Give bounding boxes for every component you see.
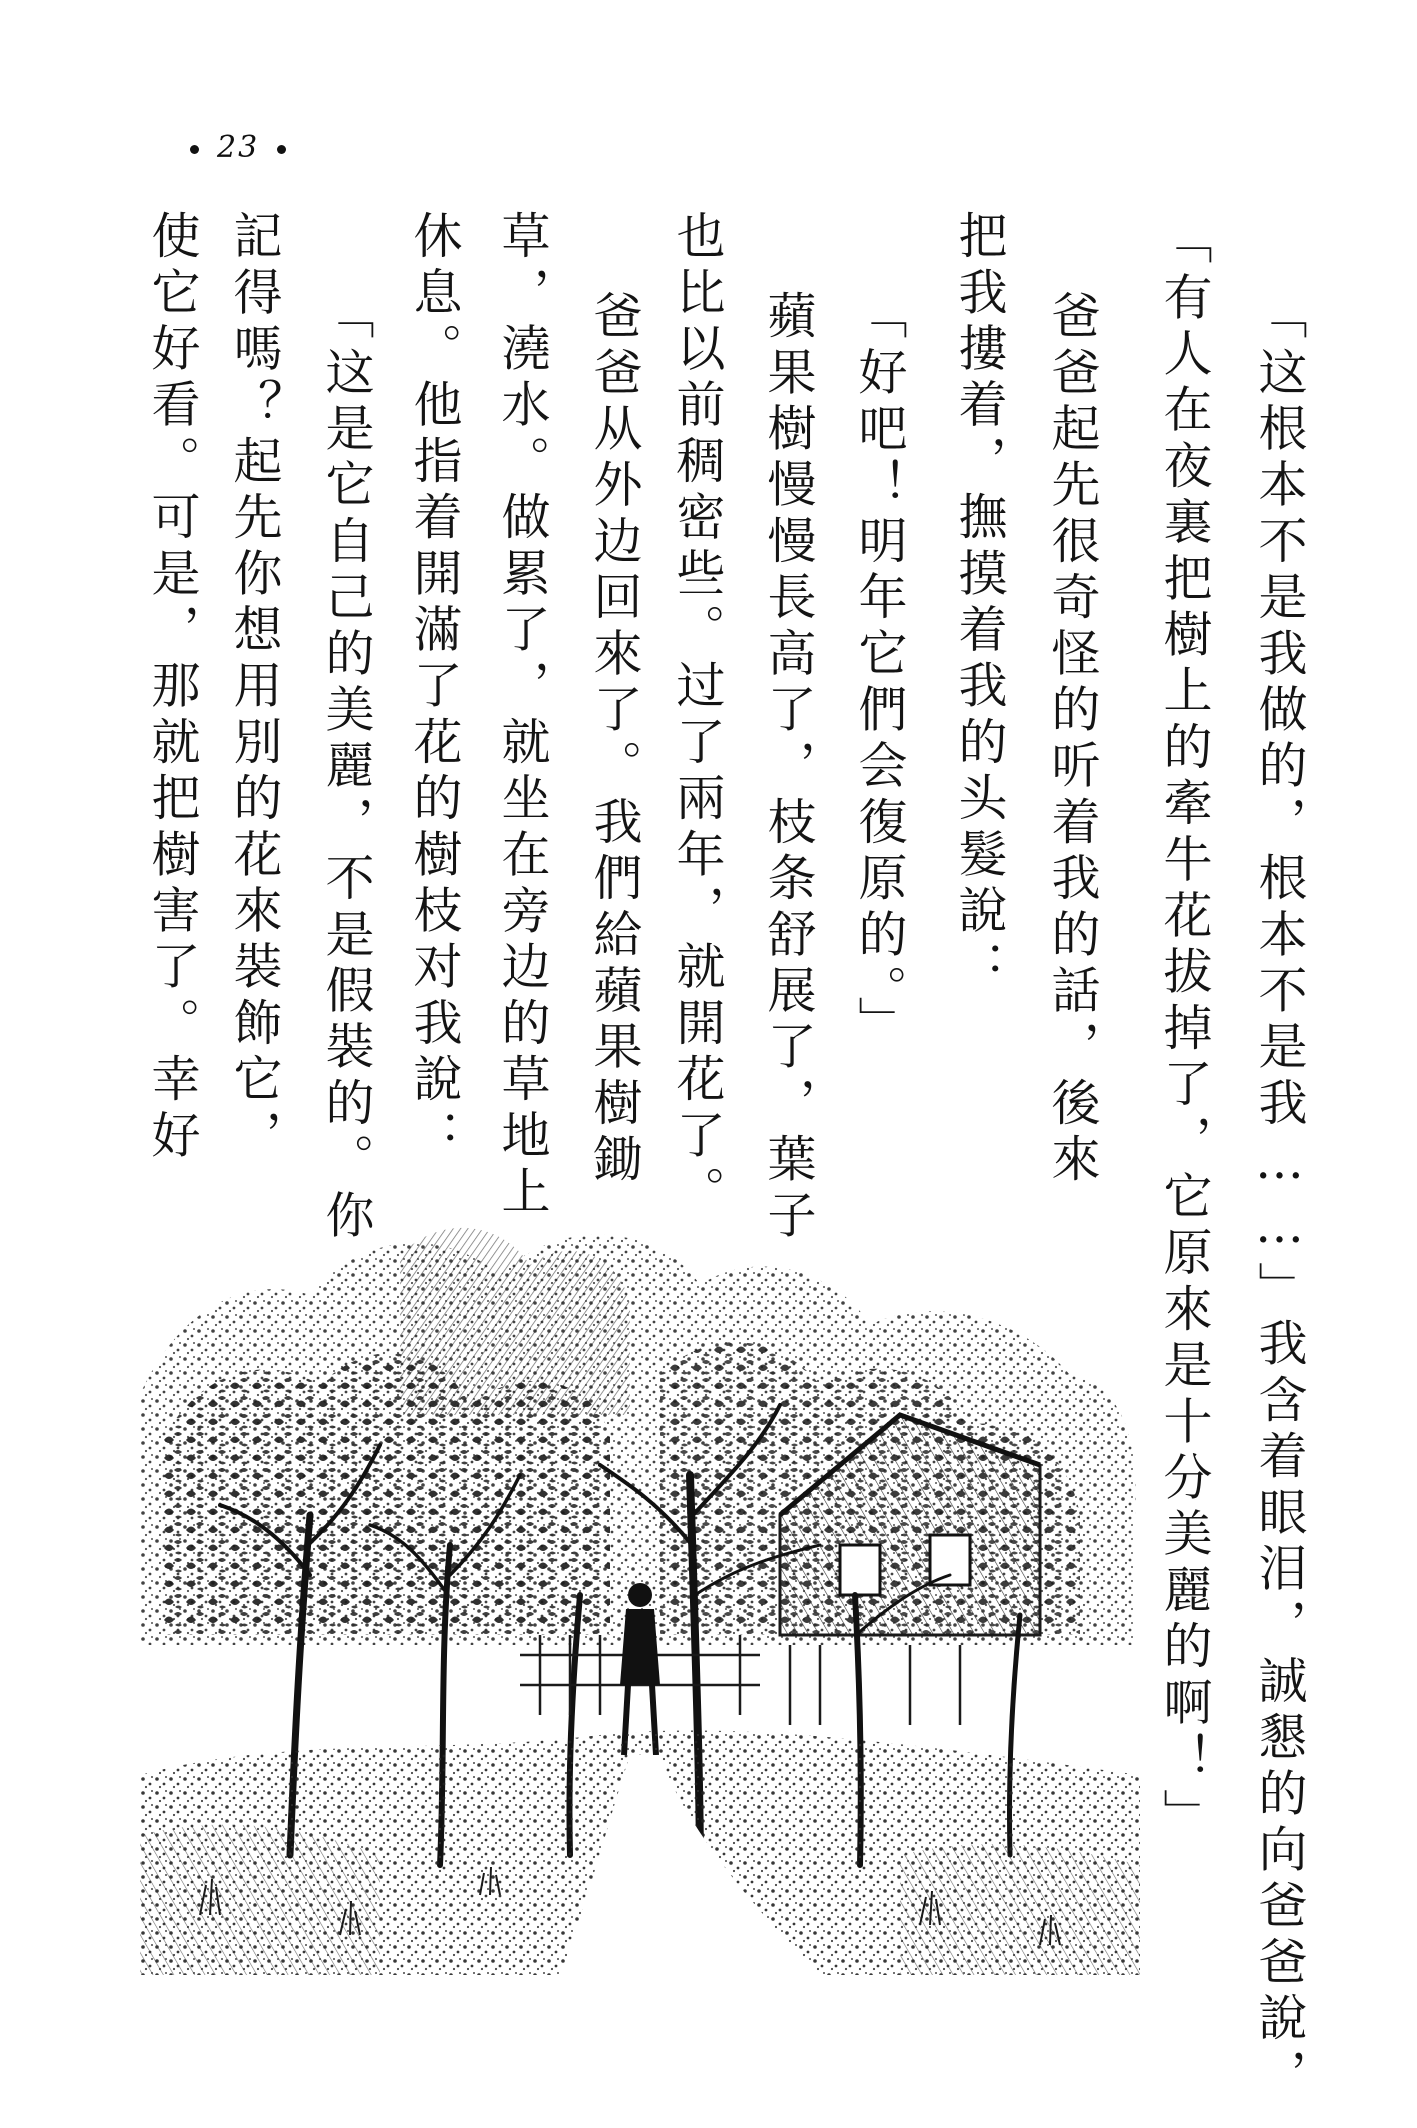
orchard-engraving [140,1215,1140,1975]
text-column-10: 休息。他指着開滿了花的樹枝对我說： [406,210,463,1166]
ground [140,1731,1140,1975]
page-number [172,130,304,165]
text-column-12: 記得嗎？起先你想用別的花來裝飾它， [226,210,283,1166]
text-column-5: 「好吧！明年它們会復原的。」 [851,290,908,1053]
text-column-3: 爸爸起先很奇怪的听着我的話，後來 [1044,290,1101,1190]
bullet-dot-left [190,145,199,154]
text-column-11: 「这是它自己的美麗，不是假裝的。你 [318,290,375,1246]
bullet-dot-right [277,145,286,154]
text-column-2: 「有人在夜裏把樹上的牽牛花拔掉了，它原來是十分美麗的啊！」 [1156,215,1213,1845]
page-number-text: 23 [217,130,260,165]
text-column-13: 使它好看。可是，那就把樹害了。幸好 [144,210,201,1166]
orchard-illustration [140,1215,1140,1975]
text-column-7: 也比以前稠密些。过了兩年，就開花了。 [669,210,726,1222]
text-column-4: 把我摟着，撫摸着我的头髮說： [951,210,1008,997]
text-column-8: 爸爸从外边回來了。我們給蘋果樹鋤 [586,290,643,1190]
fence [520,1635,960,1725]
text-column-9: 草，澆水。做累了，就坐在旁边的草地上 [494,210,551,1222]
text-column-1: 「这根本不是我做的，根本不是我……」我含着眼泪，誠懇的向爸爸說， [1251,290,1308,2105]
text-column-6: 蘋果樹慢慢長高了，枝条舒展了，葉子 [760,290,817,1246]
